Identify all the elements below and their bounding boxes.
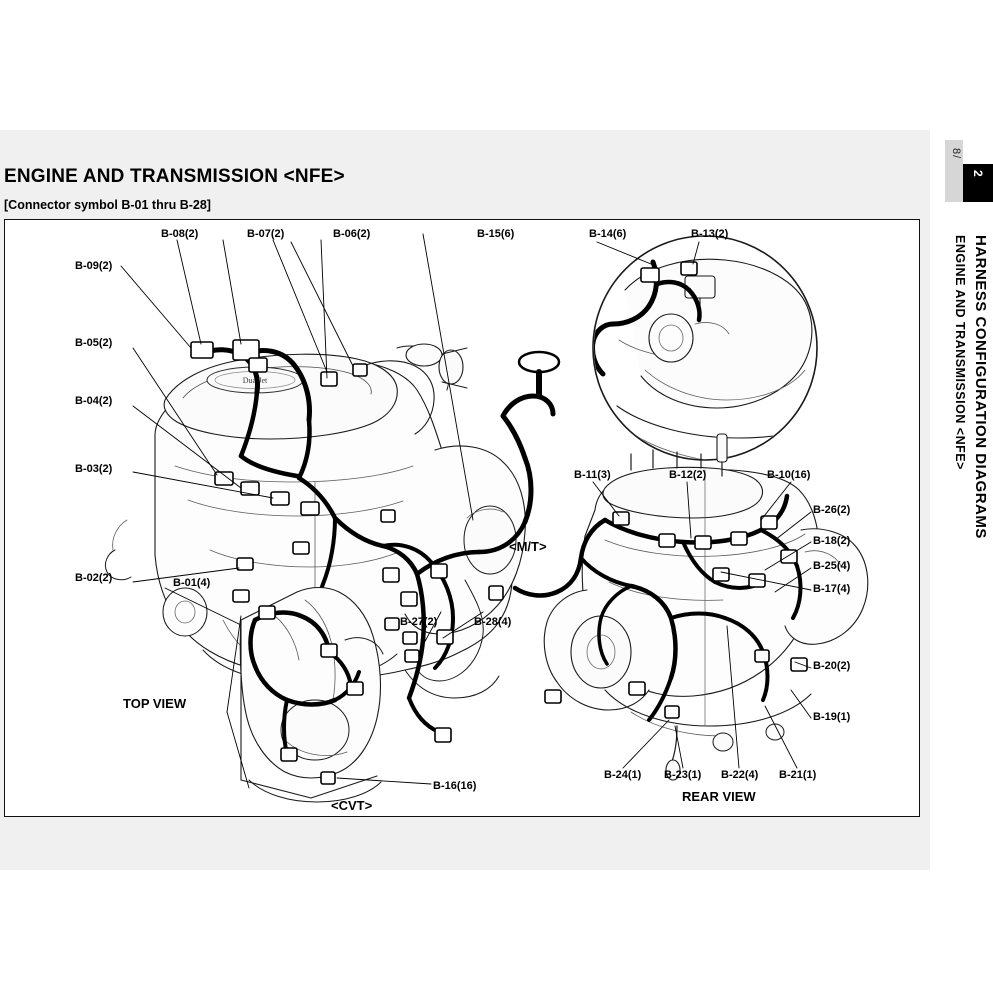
connector-label: B-16(16)	[433, 780, 477, 792]
connector-label: B-25(4)	[813, 560, 851, 572]
view-label-rear-view: REAR VIEW	[682, 789, 756, 804]
view-label-mt: <M/T>	[509, 539, 547, 554]
connector-label: B-06(2)	[333, 228, 371, 240]
engine-rear-view-outline	[544, 434, 868, 780]
page-number-text: 8/	[950, 148, 962, 160]
connector-label: B-11(3)	[574, 469, 611, 481]
diagram-frame	[4, 219, 920, 817]
connector-label: B-05(2)	[75, 337, 113, 349]
connector-label: B-22(4)	[721, 769, 759, 781]
page-title: ENGINE AND TRANSMISSION <NFE>	[4, 166, 345, 187]
connector-label: B-24(1)	[604, 769, 642, 781]
connector-label: B-01(4)	[173, 577, 211, 589]
connector-label: B-10(16)	[767, 469, 811, 481]
connector-label: B-13(2)	[691, 228, 729, 240]
view-label-top-view: TOP VIEW	[123, 696, 187, 711]
connector-label: B-17(4)	[813, 583, 851, 595]
connector-label: B-28(4)	[474, 616, 512, 628]
connector-label: B-03(2)	[75, 463, 113, 475]
connector-label: B-26(2)	[813, 504, 851, 516]
connector-label: B-23(1)	[664, 769, 702, 781]
connector-label: B-19(1)	[813, 711, 851, 723]
detail-circle-inset	[592, 236, 843, 464]
connector-label: B-07(2)	[247, 228, 285, 240]
connector-label: B-14(6)	[589, 228, 627, 240]
connector-label: B-12(2)	[669, 469, 707, 481]
connector-label: B-21(1)	[779, 769, 817, 781]
side-section-subtitle: ENGINE AND TRANSMISSION <NFE>	[953, 235, 967, 470]
connector-label: B-04(2)	[75, 395, 113, 407]
chapter-number: 2	[971, 170, 985, 177]
harness-diagram-artwork	[5, 220, 921, 818]
view-label-cvt: <CVT>	[331, 798, 373, 813]
connector-label: B-15(6)	[477, 228, 515, 240]
connector-label: B-09(2)	[75, 260, 113, 272]
connector-label: B-02(2)	[75, 572, 113, 584]
connector-label: B-08(2)	[161, 228, 199, 240]
connector-label: B-18(2)	[813, 535, 851, 547]
side-section-title: HARNESS CONFIGURATION DIAGRAMS	[972, 235, 989, 539]
page-subtitle: [Connector symbol B-01 thru B-28]	[4, 198, 211, 212]
connector-label: B-27(2)	[400, 616, 438, 628]
side-index-tab	[930, 130, 993, 870]
connector-label: B-20(2)	[813, 660, 851, 672]
svg-text:DualJet: DualJet	[242, 376, 268, 385]
